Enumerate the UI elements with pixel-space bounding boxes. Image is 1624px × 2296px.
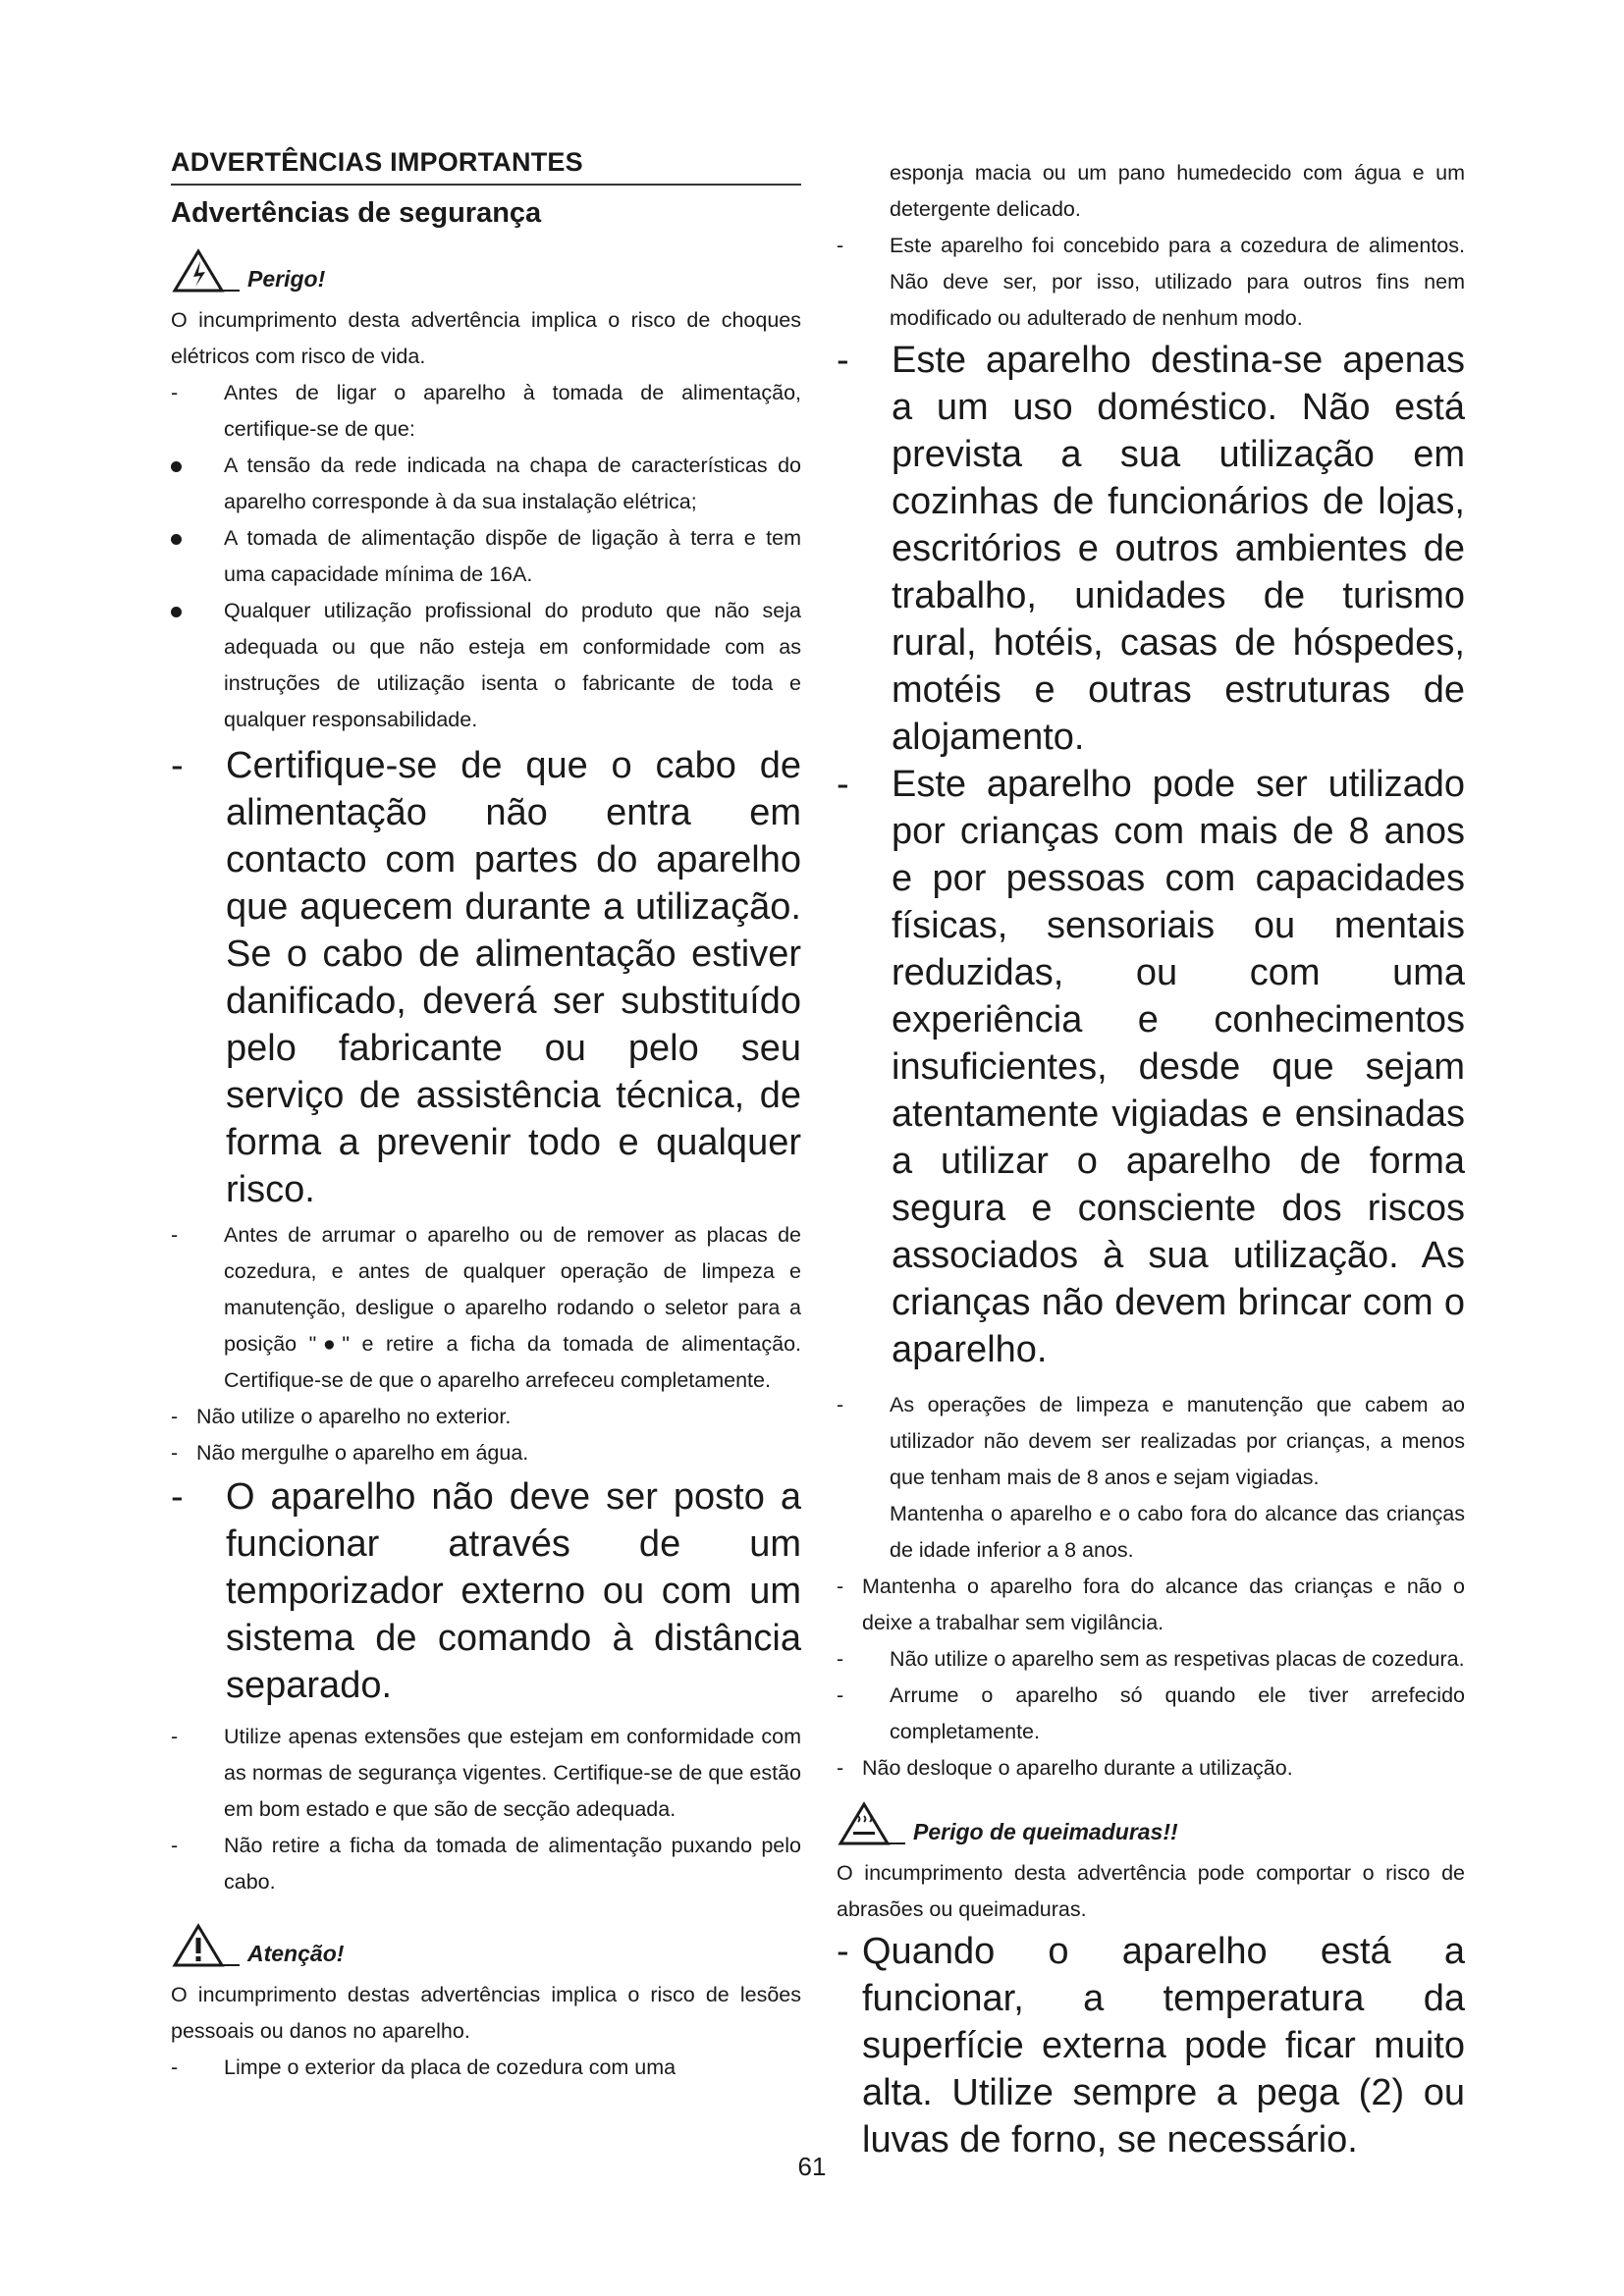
right-column xyxy=(837,155,1465,2163)
list-item-text: Não retire a ficha da tomada de alimentação puxando pelo cabo. xyxy=(224,1834,801,1894)
list-item xyxy=(837,1641,1465,1678)
bullet-dot xyxy=(171,607,182,617)
burn-label: Perigo de queimaduras!! xyxy=(913,1819,1178,1844)
bullet-dot xyxy=(171,534,182,545)
list-item-text: Mantenha o aparelho fora do alcance das crianças e não o deixe a trabalhar sem vigilância. xyxy=(862,1575,1465,1634)
danger-label: Perigo! xyxy=(247,266,326,292)
list-item xyxy=(171,375,801,448)
continued-text: Mantenha o aparelho e o cabo fora do alcance das crianças de idade inferior a 8 anos. xyxy=(890,1502,1465,1562)
dash-mark: - xyxy=(837,1683,844,1707)
dash-mark: - xyxy=(171,1223,179,1247)
emphasis-item xyxy=(171,742,801,1213)
section-subtitle: Advertências de segurança xyxy=(171,197,542,229)
bullet-item xyxy=(171,520,801,593)
bullet-item xyxy=(171,593,801,738)
emphasis-text: Quando o aparelho está a funcionar, a temperatura da superfície externa pode ficar muito alta. Utilize sempre a pega (2) ou luvas de forno, se necessário. xyxy=(862,1931,1465,2161)
dash-mark: - xyxy=(171,1725,179,1748)
list-item-text: As operações de limpeza e manutenção que cabem ao utilizador não devem ser realizadas por crianças, a menos que tenham mais de 8 anos e sejam vigiadas. xyxy=(890,1393,1465,1489)
dash-mark: - xyxy=(171,381,179,404)
list-item xyxy=(837,1678,1465,1750)
dash-mark: - xyxy=(171,1405,179,1428)
list-item-text: Qualquer utilização profissional do produto que não seja adequada ou que não esteja em conformidade com as instruções de utilização isenta o fabricante de toda e qualquer responsabilidade. xyxy=(224,599,801,731)
dash-mark: - xyxy=(837,1393,844,1416)
dash-mark: - xyxy=(837,340,849,381)
dash-mark: - xyxy=(171,1476,184,1518)
emphasis-item xyxy=(837,337,1465,761)
exclamation-warning-icon xyxy=(171,1922,242,1969)
emphasis-text: Este aparelho destina-se apenas a um uso doméstico. Não está prevista a sua utilização em cozinhas de funcionários de lojas, escritórios e outros ambientes de trabalho, unidades de turismo rural, hotéis, casas de hóspedes, motéis e outras estruturas de alojamento. xyxy=(892,340,1465,758)
dash-mark: - xyxy=(171,2056,179,2079)
list-item-text: Não utilize o aparelho no exterior. xyxy=(196,1405,512,1428)
list-item xyxy=(171,1435,801,1471)
danger-intro: O incumprimento desta advertência implica o risco de choques elétricos com risco de vida. xyxy=(171,308,801,368)
bullet-item xyxy=(171,448,801,520)
list-item xyxy=(837,1387,1465,1496)
list-item-text: Não utilize o aparelho sem as respetivas placas de cozedura. xyxy=(890,1647,1465,1671)
emphasis-text: O aparelho não deve ser posto a funcionar através de um temporizador externo ou com um sistema de comando à distância separado. xyxy=(226,1476,801,1706)
list-item-text: Não desloque o aparelho durante a utilização. xyxy=(862,1756,1293,1780)
list-item-text: Este aparelho foi concebido para a cozedura de alimentos. Não deve ser, por isso, utilizado para outros fins nem modificado ou adulterado de nenhum modo. xyxy=(890,234,1465,330)
attention-label: Atenção! xyxy=(247,1941,345,1966)
dash-mark: - xyxy=(171,1441,179,1465)
burn-intro: O incumprimento desta advertência pode comportar o risco de abrasões ou queimaduras. xyxy=(837,1861,1465,1921)
continued-text: esponja macia ou um pano humedecido com água e um detergente delicado. xyxy=(890,161,1465,221)
dash-mark: - xyxy=(837,1931,849,1972)
list-item-text: Utilize apenas extensões que estejam em conformidade com as normas de segurança vigentes. Certifique-se de que estão em bom estado e que são de secção adequada. xyxy=(224,1725,801,1821)
dash-mark: - xyxy=(171,1834,179,1857)
list-item xyxy=(837,1750,1465,1787)
dash-mark: - xyxy=(837,1575,844,1598)
list-item-text: Limpe o exterior da placa de cozedura com uma xyxy=(224,2056,677,2079)
list-item xyxy=(171,1399,801,1435)
list-item-text: Arrume o aparelho só quando ele tiver arrefecido completamente. xyxy=(890,1683,1465,1743)
list-item-text: Antes de arrumar o aparelho ou de remover as placas de cozedura, e antes de qualquer operação de limpeza e manutenção, desligue o aparelho rodando o seletor para a posição "●" e retire a ficha da tomada de alimentação. Certifique-se de que o aparelho arrefeceu completamente. xyxy=(224,1223,801,1392)
list-item-text: Não mergulhe o aparelho em água. xyxy=(196,1441,529,1465)
emphasis-text: Este aparelho pode ser utilizado por crianças com mais de 8 anos e por pessoas com capacidades físicas, sensoriais ou mentais reduzidas, ou com uma experiência e conhecimentos insuficientes, desde que sejam atentamente vigiadas e ensinadas a utilizar o aparelho de forma segura e consciente dos riscos associados à sua utilização. As crianças não devem brincar com o aparelho. xyxy=(892,764,1465,1370)
list-item-text: Antes de ligar o aparelho à tomada de alimentação, certifique-se de que: xyxy=(224,381,801,441)
attention-intro: O incumprimento destas advertências implica o risco de lesões pessoais ou danos no aparelho. xyxy=(171,1983,801,2043)
list-item xyxy=(837,1569,1465,1641)
list-item xyxy=(171,1828,801,1900)
hot-surface-icon xyxy=(837,1800,907,1847)
list-item xyxy=(171,2050,801,2086)
dash-mark: - xyxy=(837,764,849,805)
page-number: 61 xyxy=(797,2152,827,2181)
emphasis-item xyxy=(837,1928,1465,2163)
list-item xyxy=(837,228,1465,337)
bullet-dot xyxy=(171,461,182,472)
electric-hazard-icon xyxy=(171,247,242,294)
dash-mark: - xyxy=(837,1647,844,1671)
dash-mark: - xyxy=(837,234,844,257)
attention-warning-header xyxy=(171,1922,801,1969)
emphasis-item xyxy=(837,761,1465,1373)
burn-warning-header xyxy=(837,1800,1465,1847)
left-column xyxy=(171,147,801,2086)
list-item-text: A tensão da rede indicada na chapa de características do aparelho corresponde à da sua instalação elétrica; xyxy=(224,454,801,513)
danger-warning-header xyxy=(171,247,801,294)
dash-mark: - xyxy=(837,1756,844,1780)
emphasis-text: Certifique-se de que o cabo de alimentação não entra em contacto com partes do aparelho que aquecem durante a utilização. Se o cabo de alimentação estiver danificado, deverá ser substituído pelo fabricante ou pelo seu serviço de assistência técnica, de forma a prevenir todo e qualquer risco. xyxy=(226,745,801,1210)
list-item xyxy=(171,1217,801,1399)
dash-mark: - xyxy=(171,745,184,786)
emphasis-item xyxy=(171,1473,801,1709)
list-item xyxy=(171,1719,801,1828)
list-item-text: A tomada de alimentação dispõe de ligação à terra e tem uma capacidade mínima de 16A. xyxy=(224,526,801,586)
section-title: ADVERTÊNCIAS IMPORTANTES xyxy=(171,147,801,186)
